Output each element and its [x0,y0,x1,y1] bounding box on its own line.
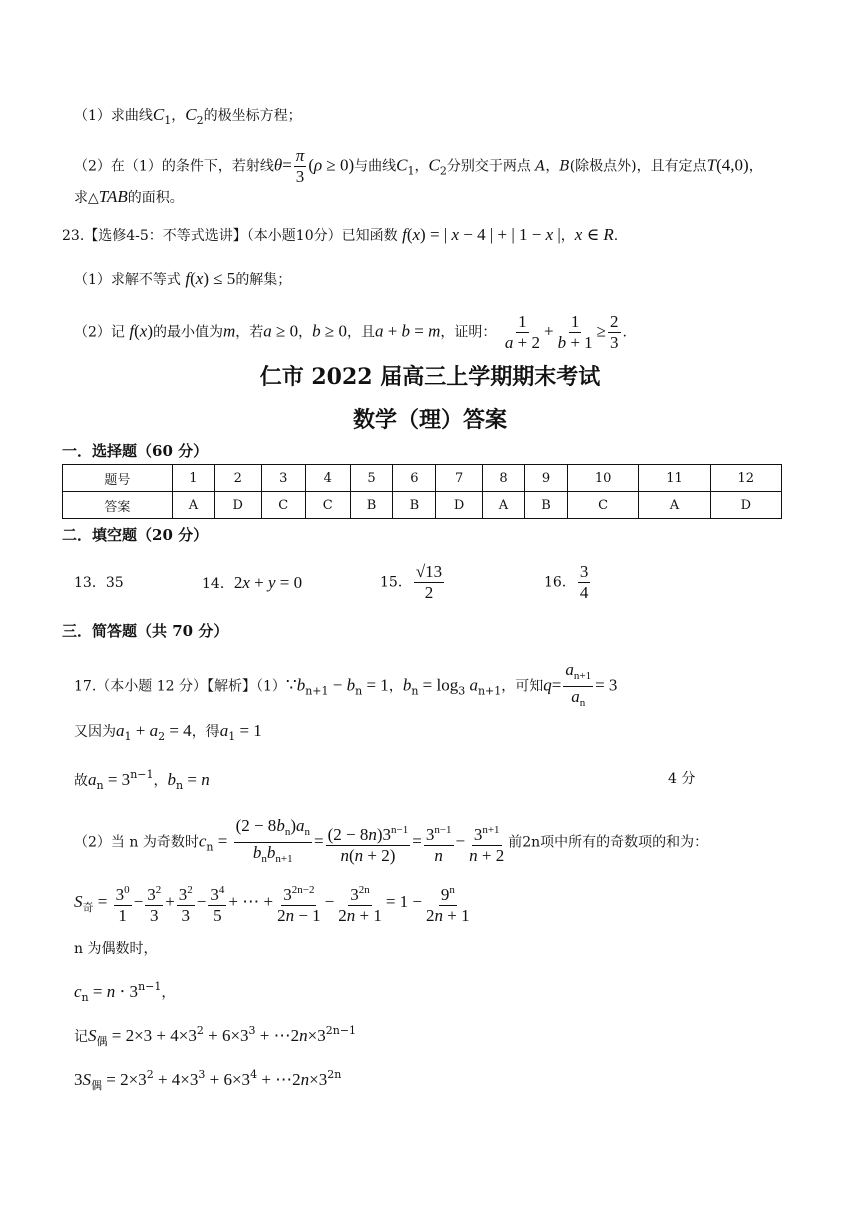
q23-part1: （1）求解不等式 f(x) ≤ 5的解集； [74,269,292,288]
table-cell: 题号 [63,465,173,492]
table-cell: C [306,492,351,519]
table-cell: 7 [436,465,482,492]
q17-line2: 又因为$a_1 + a_2 = 4$，得$a_1 = 1$ [74,721,262,743]
table-cell: 9 [525,465,568,492]
table-cell: A [482,492,524,519]
q17-odd-sum: $S_奇$ = $\frac{3^0}{1}$ − $\frac{3^2}{3}$ + $\frac{3^2}{3}$ − $\frac{3^4}{5}$ + ⋯ + $\frac{3^{2n-2}}{2n - 1}$ − $\frac{3^{2n}}{2n + 1}$ = 1 − $\frac{9^n}{2n + 1}$ [74,880,474,926]
table-cell: 10 [568,465,639,492]
table-cell: C [261,492,306,519]
table-cell: D [436,492,482,519]
q22-part2: （2）在（1）的条件下，若射线θ= $\frac{\pi}{3}$ (ρ ≥ 0)与曲线$C_1$，$C_2$分别交于两点 A，B(除极点外)，且有定点T(4,0)， [74,146,763,186]
exam-title: 仁市 2022 届高三上学期期末考试 [259,364,601,390]
table-cell: B [393,492,436,519]
q17-line3: 故$a_n = 3^{n-1}$，$b_n = n$ [74,768,210,792]
fill-q16: 16． $\frac{3}{4}$ [544,562,589,602]
table-cell: D [710,492,781,519]
table-cell: C [568,492,639,519]
section-choice-title: 一．选择题（60 分） [62,442,209,460]
answer-title: 数学（理）答案 [352,407,507,433]
fill-q14: 14．2x + y = 0 [202,573,303,592]
table-cell: 3 [261,465,306,492]
table-row [63,465,782,492]
q17-line1: 17.（本小题 12 分）【解析】$(1)\because b_{n+1} - b_n = 1$，$b_n = \log_3 a_{n+1}$，可知q= $\frac{a_{n+1}}{a_n}$ = 3 [74,660,618,709]
table-cell: 答案 [63,492,173,519]
q17-score: 4 分 [668,771,696,787]
table-cell: 2 [215,465,261,492]
q17-even-sum: 记$S_偶 = 2\times 3 + 4\times 3^2 + 6\times 3^3$ + $\cdots 2n\times 3^{2n-1}$ [74,1024,357,1048]
table-cell: 12 [710,465,781,492]
fill-q15: 15． $\frac{√13}{2}$ [380,562,443,602]
q17-even-label: n 为偶数时， [74,941,158,957]
answer-table [62,464,782,519]
table-cell: 11 [639,465,710,492]
table-cell: A [639,492,710,519]
q22-part2-end: 求△TAB的面积。 [74,187,184,206]
table-cell: 5 [350,465,393,492]
table-cell: B [350,492,393,519]
section-answer-title: 三．简答题（共 70 分） [62,622,229,640]
q23-header: 23.【选修4-5：不等式选讲】（本小题10分）已知函数 f(x) = | x − 4 | + | 1 − x |，x ∈ R. [62,225,619,244]
fill-q13: 13．35 [74,575,124,591]
q23-part2: （2）记 f(x)的最小值为m，若a ≥ 0，b ≥ 0，且a + b = m，证明： $\frac{1}{a + 2}$ + $\frac{1}{b + 1}$ ≥ $\frac{2}{3}$ . [74,312,627,352]
q17-part2: （2）当 n 为奇数时$c_n$ = $\frac{(2 - 8b_n)a_n}{b_nb_{n+1}}$ = $\frac{(2 - 8n)3^{n-1}}{n(n + 2)}$ = $\frac{3^{n-1}}{n}$ − $\frac{3^{n+1}}{n + 2}$ 前2n项中所有的奇数项的和为： [74,816,709,865]
q17-even-term: $c_n = n \cdot 3^{n-1}$， [74,980,176,1004]
table-row [63,492,782,519]
section-fill-title: 二．填空题（20 分） [62,526,209,544]
table-cell: B [525,492,568,519]
table-cell: A [172,492,214,519]
table-cell: 4 [306,465,351,492]
table-cell: 6 [393,465,436,492]
q22-part1: （1）求曲线$C_1$，$C_2$的极坐标方程； [74,105,302,127]
q17-even-sum-times3: $3S_偶 = 2\times 3^2 + 4\times 3^3 + 6\times 3^4$ + $\cdots 2n\times 3^{2n}$ [74,1068,342,1092]
table-cell: 1 [172,465,214,492]
table-cell: 8 [482,465,524,492]
table-cell: D [215,492,261,519]
